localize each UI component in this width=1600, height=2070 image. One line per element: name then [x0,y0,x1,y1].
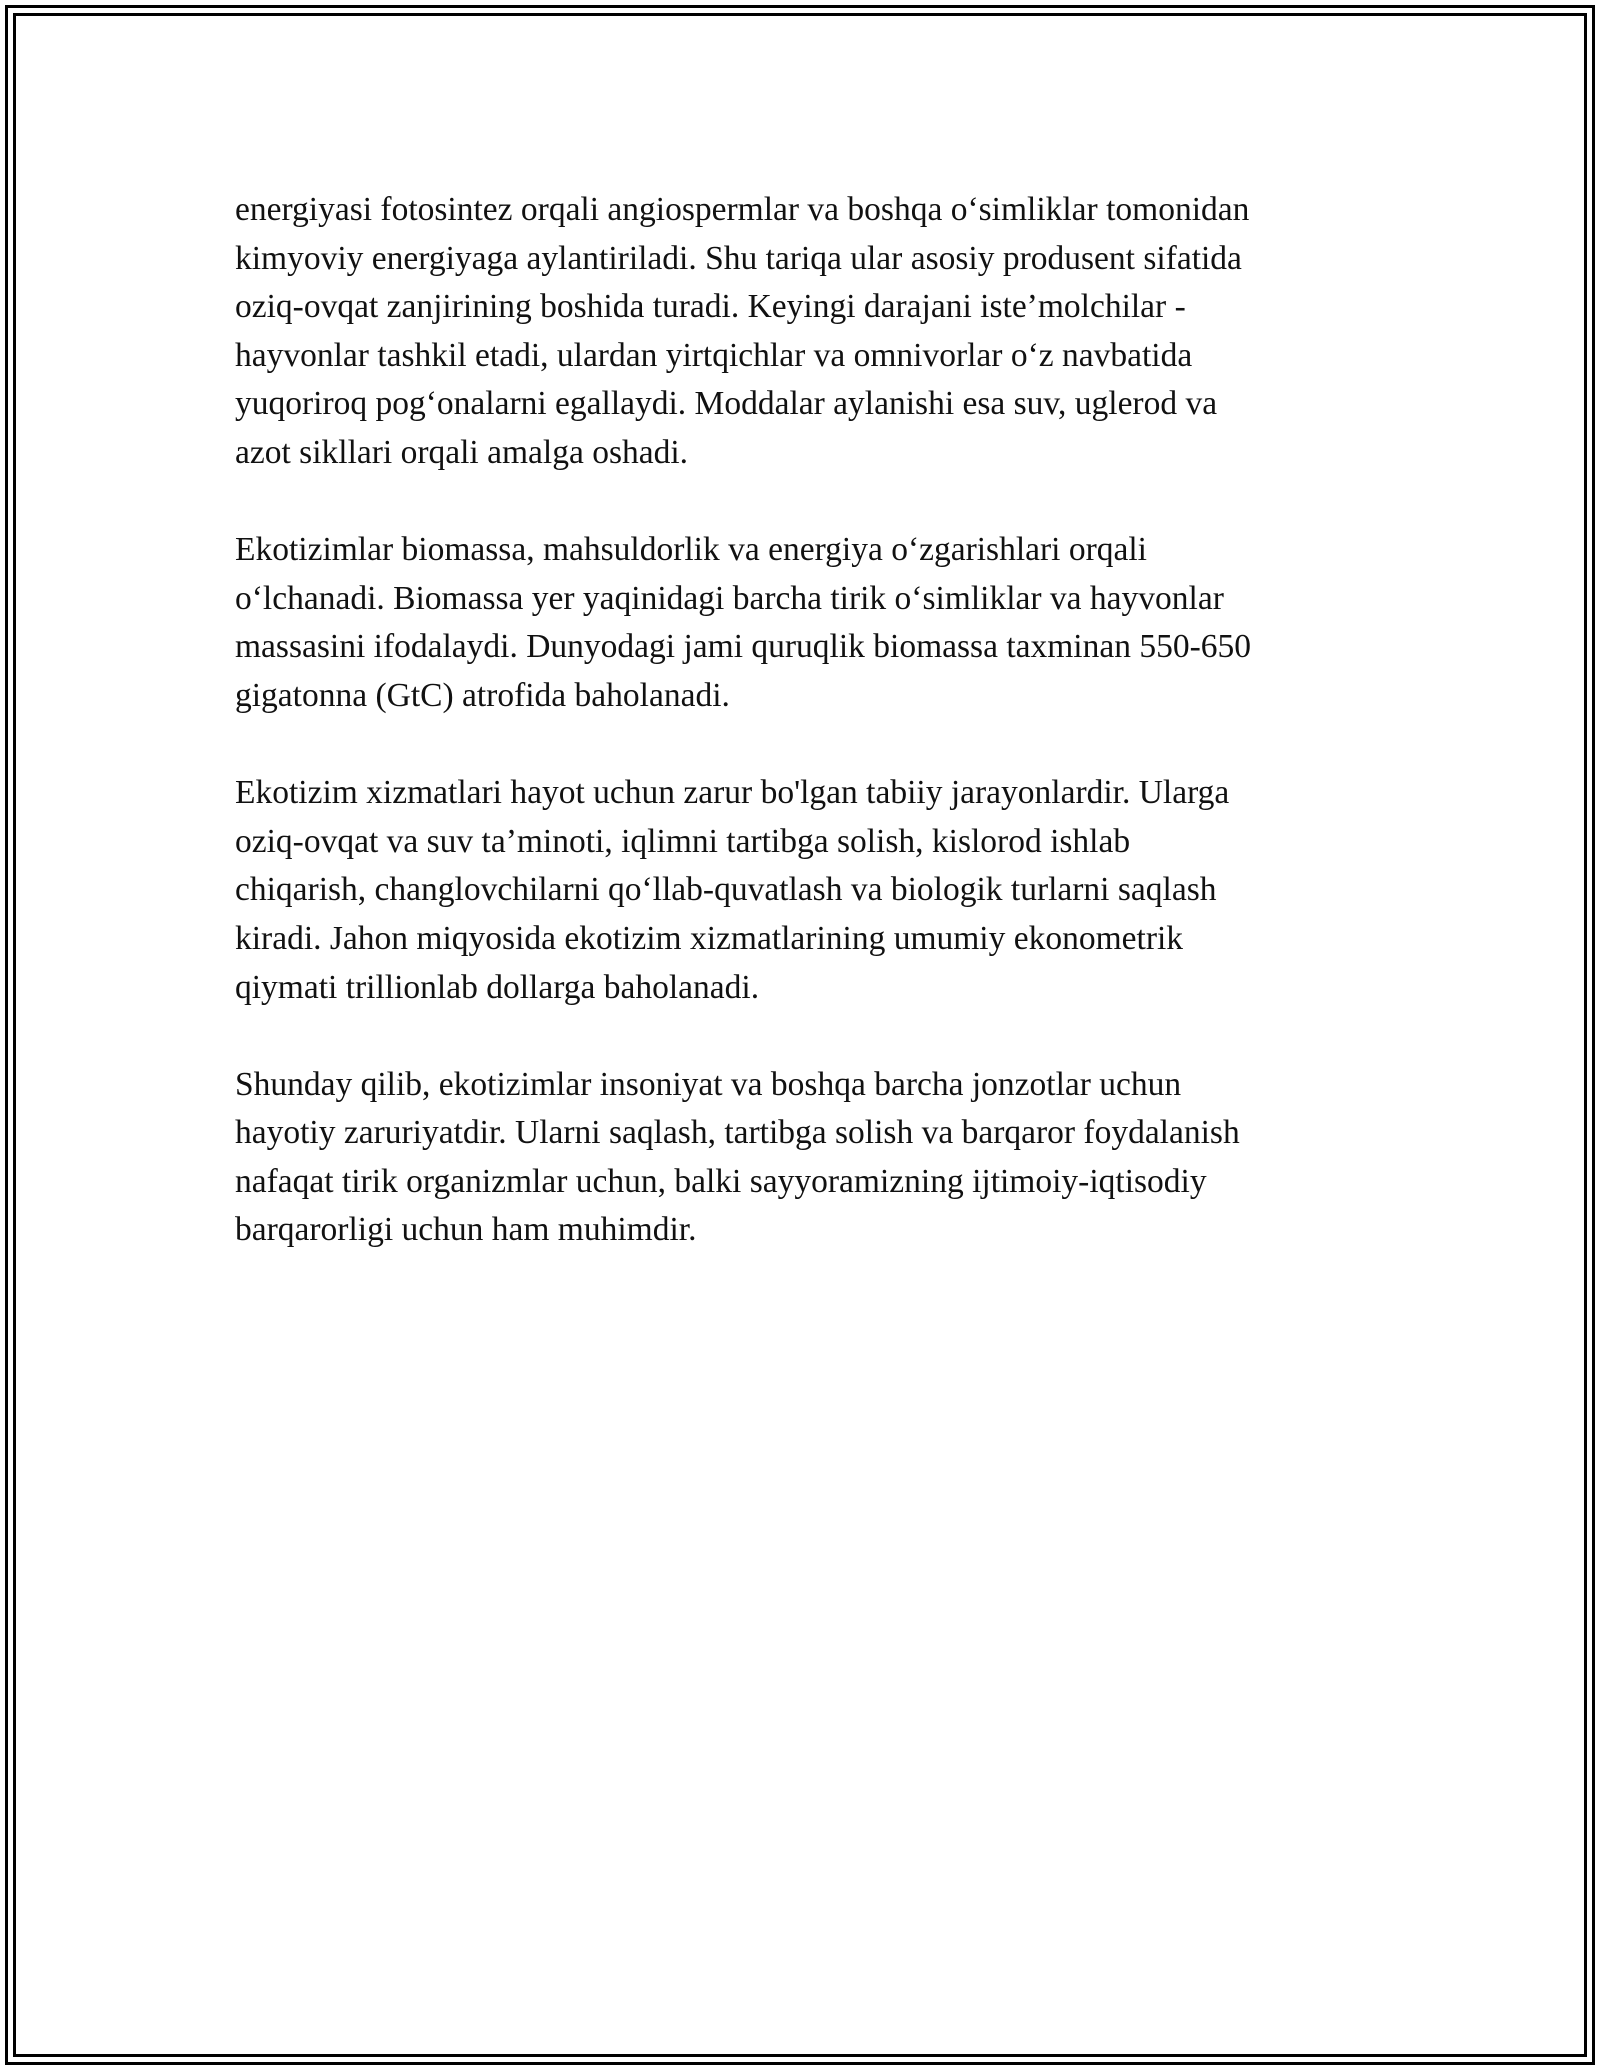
text-line: energiyasi fotosintez orqali angiospermlar va boshqa o‘simliklar tomonidan [235,191,1250,228]
text-line: barqarorligi uchun ham muhimdir. [235,1211,697,1249]
paragraph-ecosystem-services [235,769,1365,1012]
paragraph-conclusion [235,1061,1365,1255]
text-line: o‘lchanadi. Biomassa yer yaqinidagi barcha tirik o‘simliklar va hayvonlar [235,579,1224,617]
text-line: Shunday qilib, ekotizimlar insoniyat va boshqa barcha jonzotlar uchun [235,1065,1182,1103]
text-line: yuqoriroq pog‘onalarni egallaydi. Moddalar aylanishi esa suv, uglerod va [235,385,1218,423]
text-line: oziq-ovqat va suv ta’minoti, iqlimni tartibga solish, kislorod ishlab [235,822,1131,860]
text-line: kiradi. Jahon miqyosida ekotizim xizmatlarining umumiy ekonometrik [235,919,1184,957]
text-line: azot sikllari orqali amalga oshadi. [235,433,689,471]
text-line: massasini ifodalaydi. Dunyodagi jami quruqlik biomassa taxminan 550-650 [235,628,1252,666]
text-line: oziq-ovqat zanjirining boshida turadi. Keyingi darajani iste’molchilar - [235,288,1186,326]
paragraph-biomass [235,526,1365,720]
paragraph-energy-flow [235,186,1365,478]
text-line: qiymati trillionlab dollarga baholanadi. [235,968,760,1006]
text-line: Ekotizimlar biomassa, mahsuldorlik va energiya o‘zgarishlari orqali [235,531,1147,569]
text-line: nafaqat tirik organizmlar uchun, balki sayyoramizning ijtimoiy-iqtisodiy [235,1162,1207,1200]
document-body [235,186,1365,1304]
text-line: hayotiy zaruriyatdir. Ularni saqlash, tartibga solish va barqaror foydalanish [235,1114,1240,1152]
text-line: Ekotizim xizmatlari hayot uchun zarur bo'lgan tabiiy jarayonlardir. Ularga [235,774,1230,812]
text-line: chiqarish, changlovchilarni qo‘llab-quvatlash va biologik turlarni saqlash [235,871,1217,909]
text-line: hayvonlar tashkil etadi, ulardan yirtqichlar va omnivorlar o‘z navbatida [235,336,1193,374]
text-line: kimyoviy energiyaga aylantiriladi. Shu tariqa ular asosiy produsent sifatida [235,239,1242,277]
text-line: gigatonna (GtC) atrofida baholanadi. [235,676,730,714]
